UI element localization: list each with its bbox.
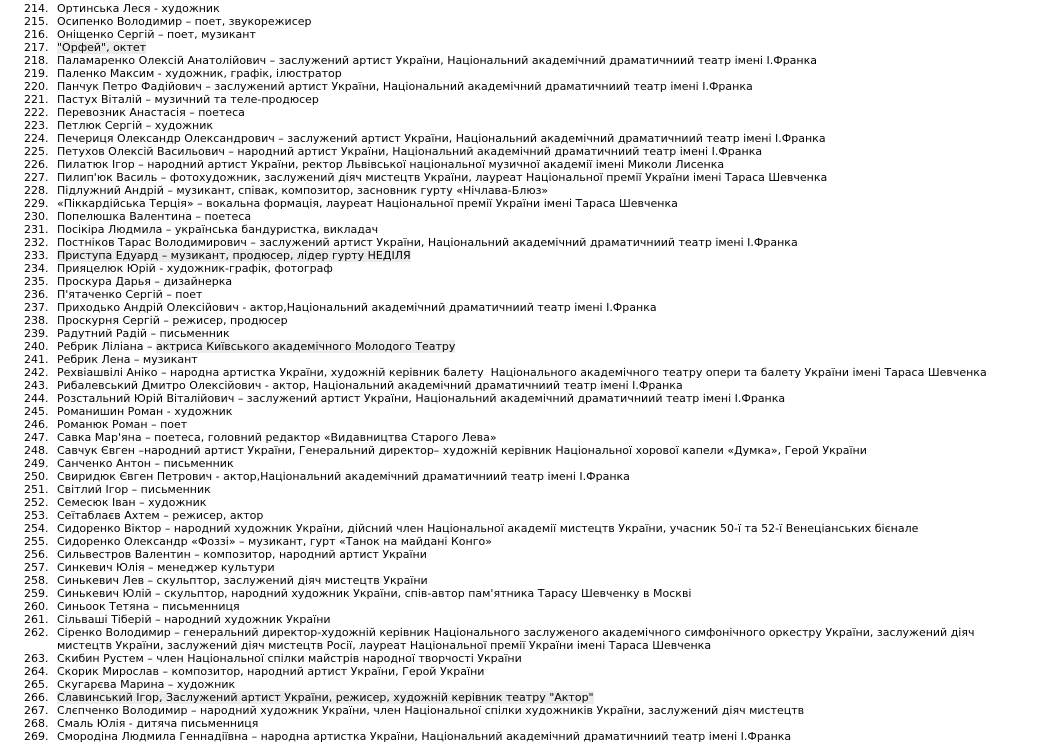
list-item: [0, 184, 1034, 197]
text-segment: Семесюк Іван – художник: [57, 496, 207, 509]
item-text: [57, 613, 1019, 626]
item-number: 239.: [24, 327, 49, 340]
item-number: 244.: [24, 392, 49, 405]
item-number: 228.: [24, 184, 49, 197]
list-item: [0, 665, 1034, 678]
text-segment: Радутний Радій – письменник: [57, 327, 230, 340]
item-text: [57, 210, 1019, 223]
text-segment: Скорик Мирослав – композитор, народний артист України, Герой України: [57, 665, 485, 678]
text-segment: Пилип'юк Василь – фотохудожник, заслужений діяч мистецтв України, лауреат Національної премії України імені Тараса Шевченка: [57, 171, 828, 184]
list-item: [0, 93, 1034, 106]
item-number: 251.: [24, 483, 49, 496]
list-item: [0, 366, 1034, 379]
list-item: [0, 15, 1034, 28]
item-number: 258.: [24, 574, 49, 587]
item-text: [57, 158, 1019, 171]
item-number: 226.: [24, 158, 49, 171]
list-item: [0, 106, 1034, 119]
item-text: [57, 587, 1019, 600]
item-number: 224.: [24, 132, 49, 145]
item-text: [57, 314, 1019, 327]
item-number: 242.: [24, 366, 49, 379]
text-segment: Скибин Рустем – член Національної спілки майстрів народної творчості України: [57, 652, 522, 665]
item-text: [57, 522, 1019, 535]
item-text: [57, 483, 1019, 496]
item-text: [57, 340, 1019, 353]
text-segment: Попелюшка Валентина – поетеса: [57, 210, 252, 223]
text-segment: Свиридюк Євген Петрович - актор,Національний академічний драматичниий театр імені І.Франка: [57, 470, 630, 483]
list-item: [0, 288, 1034, 301]
item-text: [57, 366, 1019, 379]
item-text: [57, 379, 1019, 392]
list-item: [0, 548, 1034, 561]
item-text: [57, 275, 1019, 288]
item-text: [57, 301, 1019, 314]
list-item: [0, 158, 1034, 171]
text-segment: Смаль Юлія - дитяча письменниця: [57, 717, 259, 730]
text-segment: Постніков Тарас Володимирович – заслужений артист України, Національний академічний драматичниий театр імені І.Франка: [57, 236, 798, 249]
text-segment: Сидоренко Віктор – народний художник України, дійсний член Національної академії мистецтв України, учасник 50-ї та 52-ї Венеціанських бієнале: [57, 522, 919, 535]
text-segment: Синкевич Юлія – менеджер культури: [57, 561, 275, 574]
list-item: [0, 470, 1034, 483]
item-text: [57, 704, 1019, 717]
item-text: [57, 561, 1019, 574]
list-item: [0, 626, 1034, 652]
text-segment: Ребрик Лена – музикант: [57, 353, 198, 366]
text-segment: Проскурня Сергій – режисер, продюсер: [57, 314, 288, 327]
text-segment: Санченко Антон – письменник: [57, 457, 234, 470]
list-item: [0, 41, 1034, 54]
list-item: [0, 613, 1034, 626]
list-item: [0, 392, 1034, 405]
item-text: [57, 496, 1019, 509]
text-segment: Пилатюк Ігор – народний артист України, ректор Львівської національної музичної академії імені Миколи Лисенка: [57, 158, 725, 171]
item-number: 264.: [24, 665, 49, 678]
text-segment: Осипенко Володимир – поет, звукорежисер: [57, 15, 312, 28]
item-number: 262.: [24, 626, 49, 639]
item-number: 253.: [24, 509, 49, 522]
list-item: [0, 262, 1034, 275]
text-segment: Синьоок Тетяна – письменниця: [57, 600, 240, 613]
item-number: 237.: [24, 301, 49, 314]
highlighted-text: актриса Київського академічного Молодого Театру: [156, 340, 456, 353]
item-text: [57, 444, 1019, 457]
list-item: [0, 405, 1034, 418]
list-item: [0, 522, 1034, 535]
item-number: 238.: [24, 314, 49, 327]
item-text: [57, 145, 1019, 158]
item-number: 263.: [24, 652, 49, 665]
item-number: 223.: [24, 119, 49, 132]
highlighted-text: Приступа Едуард – музикант, продюсер, лідер гурту НЕДІЛЯ: [57, 249, 411, 262]
text-segment: П'ятаченко Сергій – поет: [57, 288, 203, 301]
list-item: [0, 418, 1034, 431]
list-item: [0, 587, 1034, 600]
item-text: [57, 54, 1019, 67]
item-number: 236.: [24, 288, 49, 301]
list-item: [0, 691, 1034, 704]
item-text: [57, 665, 1019, 678]
list-item: [0, 574, 1034, 587]
text-segment: Савка Мар'яна – поетеса, головний редактор «Видавництва Старого Лева»: [57, 431, 497, 444]
list-item: [0, 54, 1034, 67]
list-item: [0, 717, 1034, 730]
item-number: 215.: [24, 15, 49, 28]
item-text: [57, 392, 1019, 405]
highlighted-text: Славинський Ігор, Заслужений артист України, режисер, художній керівник театру "Актор": [57, 691, 594, 704]
item-text: [57, 2, 1019, 15]
item-number: 269.: [24, 730, 49, 743]
text-segment: Петухов Олексій Васильович – народний артист України, Національний академічний драматичниий театр імені І.Франка: [57, 145, 763, 158]
item-text: [57, 184, 1019, 197]
item-text: [57, 730, 1019, 743]
list-item: [0, 145, 1034, 158]
item-number: 217.: [24, 41, 49, 54]
text-segment: Ребрик Ліліана –: [57, 340, 157, 353]
item-number: 268.: [24, 717, 49, 730]
list-item: [0, 314, 1034, 327]
item-text: [57, 28, 1019, 41]
item-text: [57, 509, 1019, 522]
list-item: [0, 496, 1034, 509]
text-segment: Романишин Роман - художник: [57, 405, 233, 418]
item-number: 214.: [24, 2, 49, 15]
item-text: [57, 717, 1019, 730]
item-number: 249.: [24, 457, 49, 470]
text-segment: Паламаренко Олексій Анатолійович – заслужений артист України, Національний академічний драматичниий театр імені І.Франка: [57, 54, 817, 67]
text-segment: Прияцелюк Юрій - художник-графік, фотограф: [57, 262, 333, 275]
list-item: [0, 444, 1034, 457]
item-number: 221.: [24, 93, 49, 106]
item-text: [57, 405, 1019, 418]
list-item: [0, 236, 1034, 249]
item-text: [57, 80, 1019, 93]
item-number: 254.: [24, 522, 49, 535]
item-number: 256.: [24, 548, 49, 561]
item-text: [57, 678, 1019, 691]
list-item: [0, 730, 1034, 743]
text-segment: Панчук Петро Фадійович – заслужений артист України, Національний академічний драматичниий театр імені І.Франка: [57, 80, 753, 93]
text-segment: Оніщенко Сергій – поет, музикант: [57, 28, 256, 41]
text-segment: Рехвіашвілі Аніко – народна артистка України, художній керівник балету Національного академічного театру опери та балету України імені Тараса Шевченка: [57, 366, 987, 379]
item-number: 227.: [24, 171, 49, 184]
text-segment: Приходько Андрій Олексійович - актор,Національний академічний драматичниий театр імені І.Франка: [57, 301, 657, 314]
text-segment: Пастух Віталій – музичний та теле-продюсер: [57, 93, 319, 106]
text-segment: Скугарєва Марина – художник: [57, 678, 236, 691]
list-item: [0, 353, 1034, 366]
list-item: [0, 457, 1034, 470]
text-segment: Печериця Олександр Олександрович – заслужений артист України, Національний академічний драматичниий театр імені І.Франка: [57, 132, 826, 145]
text-segment: Проскура Дарья – дизайнерка: [57, 275, 233, 288]
list-item: [0, 67, 1034, 80]
text-segment: Ортинська Леся - художник: [57, 2, 220, 15]
list-item: [0, 119, 1034, 132]
item-number: 261.: [24, 613, 49, 626]
text-segment: Синькевич Юлій – скульптор, народний художник України, спів-автор пам'ятника Тарасу Шевченку в Москві: [57, 587, 692, 600]
item-number: 266.: [24, 691, 49, 704]
text-segment: Розстальний Юрій Віталійович – заслужений артист України, Національний академічний драматичниий театр імені І.Франка: [57, 392, 786, 405]
text-segment: Паленко Максим - художник, графік, ілюстратор: [57, 67, 342, 80]
item-number: 240.: [24, 340, 49, 353]
item-number: 250.: [24, 470, 49, 483]
item-number: 259.: [24, 587, 49, 600]
text-segment: Савчук Євген –народний артист України, Генеральний директор– художній керівник Національної хорової капели «Думка», Герой України: [57, 444, 867, 457]
text-segment: Світлий Ігор – письменник: [57, 483, 211, 496]
list-item: [0, 197, 1034, 210]
item-text: [57, 119, 1019, 132]
item-text: [57, 431, 1019, 444]
list-item: [0, 327, 1034, 340]
item-text: [57, 197, 1019, 210]
item-text: [57, 327, 1019, 340]
item-number: 252.: [24, 496, 49, 509]
highlighted-text: "Орфей", октет: [57, 41, 147, 54]
item-text: [57, 288, 1019, 301]
list-item: [0, 483, 1034, 496]
list-item: [0, 431, 1034, 444]
list-item: [0, 340, 1034, 353]
item-number: 219.: [24, 67, 49, 80]
text-segment: Сеїтаблаєв Ахтем – режисер, актор: [57, 509, 264, 522]
item-number: 232.: [24, 236, 49, 249]
text-segment: Посікіра Людмила – українська бандуристка, викладач: [57, 223, 379, 236]
list-item: [0, 535, 1034, 548]
item-text: [57, 548, 1019, 561]
list-item: [0, 379, 1034, 392]
item-text: [57, 106, 1019, 119]
item-text: [57, 171, 1019, 184]
item-number: 220.: [24, 80, 49, 93]
list-item: [0, 652, 1034, 665]
text-segment: Сіренко Володимир – генеральний директор-художній керівник Національного заслуженого академічного симфонічного оркестру України, заслужений діяч мистецтв України, заслужений діяч мистецтв Росії, лауреат Національної премії України імені Тараса Шевченка: [57, 626, 978, 652]
item-text: [57, 15, 1019, 28]
text-segment: Перевозник Анастасія – поетеса: [57, 106, 245, 119]
text-segment: Рибалевський Дмитро Олексійович - актор, Національний академічний драматичниий театр імені І.Франка: [57, 379, 683, 392]
item-number: 243.: [24, 379, 49, 392]
item-number: 225.: [24, 145, 49, 158]
list-item: [0, 223, 1034, 236]
item-number: 233.: [24, 249, 49, 262]
text-segment: Слєпченко Володимир – народний художник України, член Національної спілки художників України, заслужений діяч мистецтв: [57, 704, 805, 717]
text-segment: Сільваші Тіберій – народний художник України: [57, 613, 331, 626]
item-number: 229.: [24, 197, 49, 210]
list-item: [0, 301, 1034, 314]
item-text: [57, 93, 1019, 106]
text-segment: Синькевич Лев – скульптор, заслужений діяч мистецтв України: [57, 574, 428, 587]
text-segment: «Піккардійська Терція» – вокальна формація, лауреат Національної премії України імені Тараса Шевченка: [57, 197, 678, 210]
item-number: 231.: [24, 223, 49, 236]
item-text: [57, 600, 1019, 613]
item-number: 260.: [24, 600, 49, 613]
list-item: [0, 171, 1034, 184]
item-text: [57, 67, 1019, 80]
item-number: 241.: [24, 353, 49, 366]
item-text: [57, 353, 1019, 366]
item-number: 247.: [24, 431, 49, 444]
item-number: 265.: [24, 678, 49, 691]
item-text: [57, 457, 1019, 470]
item-text: [57, 626, 1019, 652]
list-item: [0, 132, 1034, 145]
item-number: 234.: [24, 262, 49, 275]
item-text: [57, 470, 1019, 483]
list-item: [0, 2, 1034, 15]
list-item: [0, 28, 1034, 41]
list-item: [0, 210, 1034, 223]
list-item: [0, 678, 1034, 691]
item-number: 255.: [24, 535, 49, 548]
list-item: [0, 600, 1034, 613]
list-item: [0, 80, 1034, 93]
item-text: [57, 132, 1019, 145]
item-text: [57, 223, 1019, 236]
item-number: 230.: [24, 210, 49, 223]
text-segment: Сидоренко Олександр «Фоззі» – музикант, гурт «Танок на майдані Конго»: [57, 535, 492, 548]
list-item: [0, 249, 1034, 262]
item-number: 246.: [24, 418, 49, 431]
item-number: 267.: [24, 704, 49, 717]
item-text: [57, 574, 1019, 587]
item-number: 216.: [24, 28, 49, 41]
item-text: [57, 535, 1019, 548]
text-segment: Петлюк Сергій – художник: [57, 119, 214, 132]
numbered-list: [0, 2, 1034, 743]
item-number: 235.: [24, 275, 49, 288]
list-item: [0, 509, 1034, 522]
item-text: [57, 418, 1019, 431]
text-segment: Романюк Роман – поет: [57, 418, 188, 431]
list-item: [0, 275, 1034, 288]
text-segment: Сильвестров Валентин – композитор, народний артист України: [57, 548, 427, 561]
list-item: [0, 561, 1034, 574]
item-text: [57, 249, 1019, 262]
item-text: [57, 652, 1019, 665]
text-segment: Підлужний Андрій – музикант, співак, композитор, засновник гурту «Нічлава-Блюз»: [57, 184, 549, 197]
item-number: 218.: [24, 54, 49, 67]
item-number: 222.: [24, 106, 49, 119]
item-number: 257.: [24, 561, 49, 574]
item-text: [57, 691, 1019, 704]
item-number: 248.: [24, 444, 49, 457]
text-segment: Смородіна Людмила Геннадіївна – народна артистка України, Національний академічний драматичниий театр імені І.Франка: [57, 730, 792, 743]
item-number: 245.: [24, 405, 49, 418]
item-text: [57, 41, 1019, 54]
item-text: [57, 262, 1019, 275]
list-item: [0, 704, 1034, 717]
item-text: [57, 236, 1019, 249]
